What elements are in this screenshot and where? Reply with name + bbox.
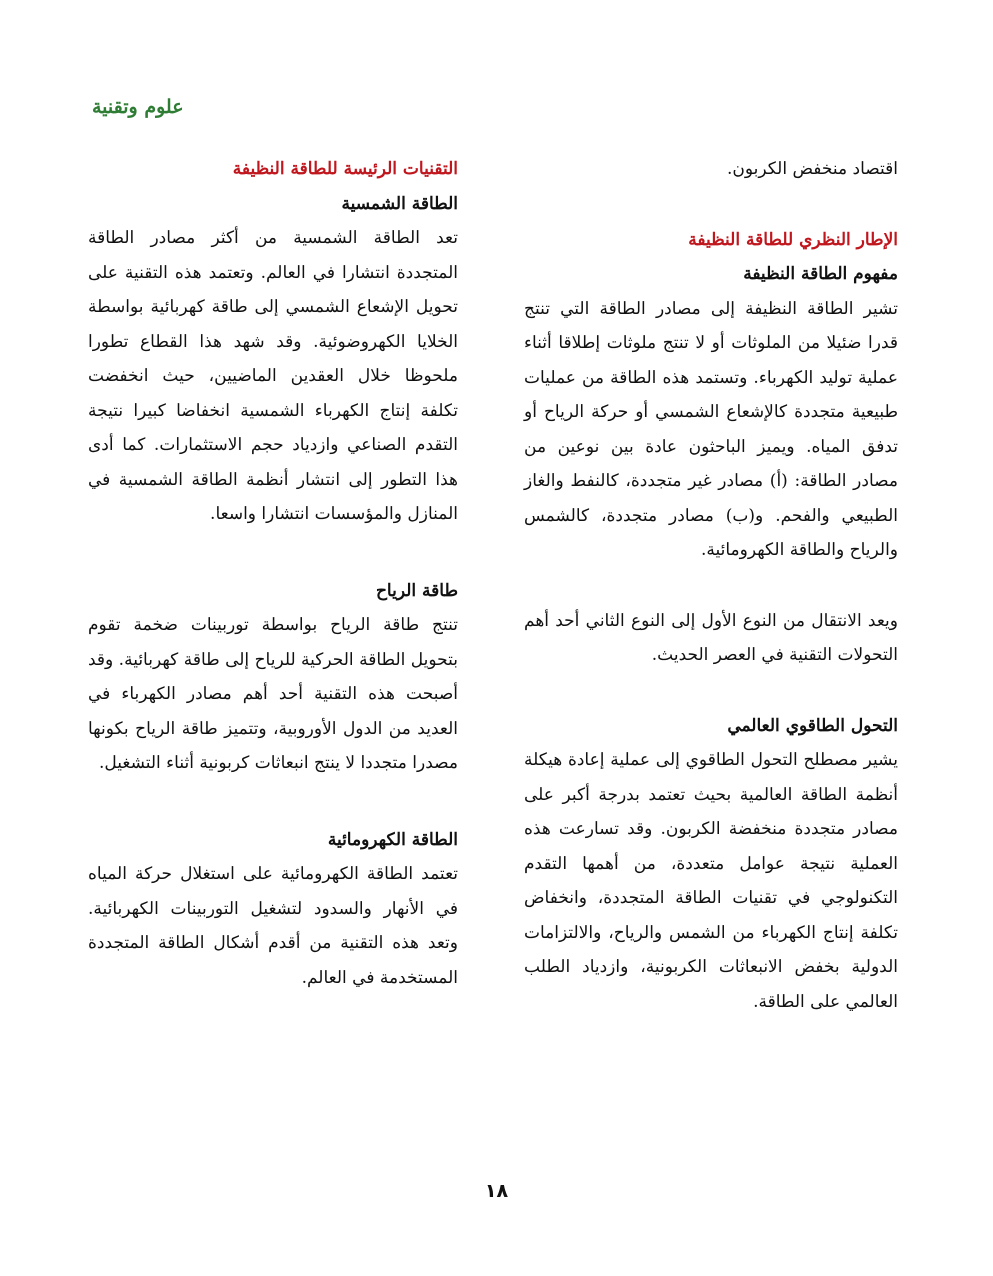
- running-header: علوم وتقنية: [92, 96, 184, 118]
- page-number: ١٨: [484, 1180, 509, 1202]
- paragraph-global-energy-shift: يشير مصطلح التحول الطاقوي إلى عملية إعادة هيكلة أنظمة الطاقة العالمية بحيث تعتمد بدرجة أكبر على مصادر متجددة منخفضة الكربون. وقد تسارعت هذه العملية نتيجة عوامل متعددة، من أهمها التقدم التكنولوجي في تقنيات الطاقة المتجددة، وانخفاض تكلفة إنتاج الكهرباء من الشمس والرياح، والالتزامات الدولية بخفض الانبعاثات الكربونية، وازدياد الطلب العالمي على الطاقة.: [524, 750, 898, 1012]
- left-column: [88, 152, 458, 995]
- subheading-solar-energy: الطاقة الشمسية: [341, 193, 458, 214]
- subheading-clean-energy-concept: مفهوم الطاقة النظيفة: [743, 264, 898, 284]
- subheading-global-energy-shift: التحول الطاقوي العالمي: [727, 715, 898, 736]
- paragraph-clean-energy-concept: تشير الطاقة النظيفة إلى مصادر الطاقة التي تنتج قدرا ضئيلا من الملوثات أو لا تنتج ملوثات إطلاقا أثناء عملية توليد الكهرباء. وتستمد هذه الطاقة من عمليات طبيعية متجددة كالإشعاع الشمسي أو حركة الرياح أو تدفق المياه. ويميز الباحثون عادة بين نوعين من مصادر الطاقة: (أ) مصادر غير متجددة، كالنفط والغاز الطبيعي والفحم. و(ب) مصادر متجددة، كالشمس والرياح والطاقة الكهرومائية.: [524, 298, 898, 560]
- intro-tail-text: اقتصاد منخفض الكربون.: [727, 159, 898, 179]
- subheading-wind-energy: طاقة الرياح: [375, 580, 458, 601]
- subheading-hydro-energy: الطاقة الكهرومائية: [327, 829, 458, 850]
- paragraph-solar-energy: تعد الطاقة الشمسية من أكثر مصادر الطاقة المتجددة انتشارا في العالم. وتعتمد هذه التقنية على تحويل الإشعاع الشمسي إلى طاقة كهربائية بواسطة الخلايا الكهروضوئية. وقد شهد هذا القطاع تطورا ملحوظا خلال العقدين الماضيين، حيث انخفضت تكلفة إنتاج الكهرباء الشمسية انخفاضا كبيرا نتيجة التقدم الصناعي وازدياد حجم الاستثمارات. كما أدى هذا التطور إلى انتشار أنظمة الطاقة الشمسية في المنازل والمؤسسات انتشارا واسعا.: [88, 228, 458, 524]
- paragraph-transition: ويعد الانتقال من النوع الأول إلى النوع الثاني أحد أهم التحولات التقنية في العصر الحديث.: [524, 610, 898, 665]
- section-title-theoretical-framework: الإطار النظري للطاقة النظيفة: [688, 229, 898, 250]
- right-column: [524, 152, 898, 1019]
- paragraph-hydro-energy: تعتمد الطاقة الكهرومائية على استغلال حركة المياه في الأنهار والسدود لتشغيل التوربينات الكهربائية. وتعد هذه التقنية من أقدم أشكال الطاقة المتجددة المستخدمة في العالم.: [88, 864, 458, 988]
- section-title-main-technologies: التقنيات الرئيسة للطاقة النظيفة: [232, 159, 458, 179]
- paragraph-wind-energy: تنتج طاقة الرياح بواسطة توربينات ضخمة تقوم بتحويل الطاقة الحركية للرياح إلى طاقة كهربائية. وقد أصبحت هذه التقنية أحد أهم مصادر الكهرباء في العديد من الدول الأوروبية، وتتميز طاقة الرياح بكونها مصدرا متجددا لا ينتج انبعاثات كربونية أثناء التشغيل.: [88, 615, 458, 773]
